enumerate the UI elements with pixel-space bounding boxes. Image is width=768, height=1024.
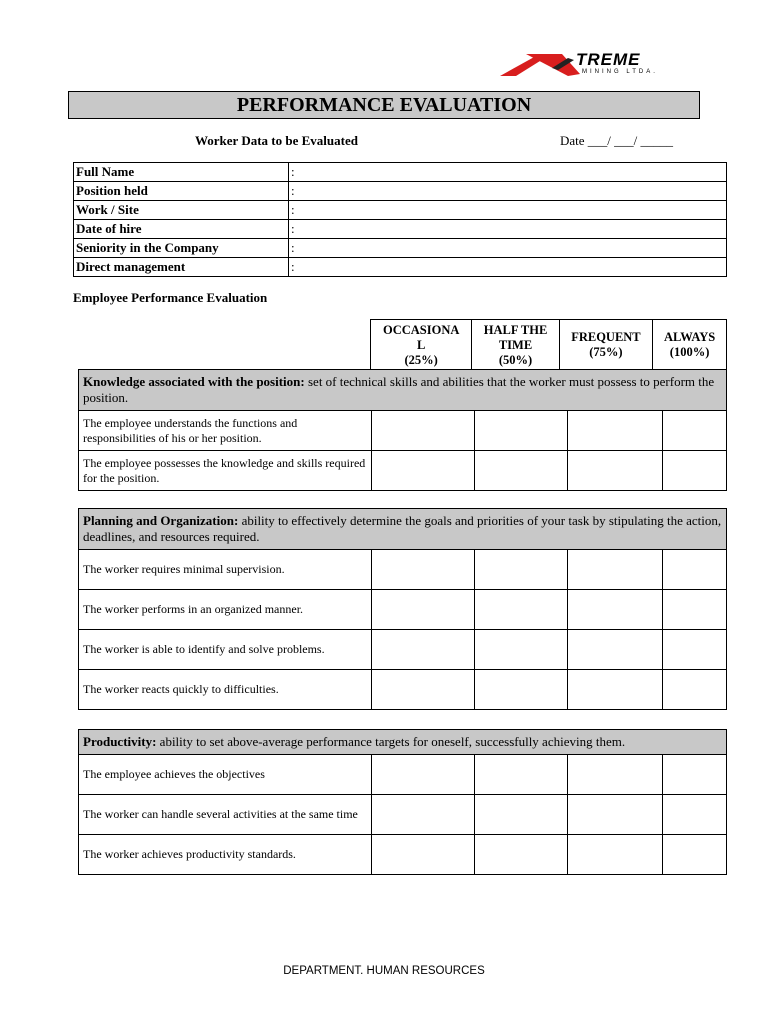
rating-cell[interactable] — [475, 670, 568, 710]
column-header-line: (75%) — [589, 345, 623, 359]
company-logo — [496, 50, 696, 80]
frequency-header-table — [370, 319, 727, 371]
rating-cell[interactable] — [475, 590, 568, 630]
section-heading — [79, 370, 727, 411]
worker-data-label: Direct management — [74, 258, 289, 277]
evaluation-criterion: The worker achieves productivity standards. — [79, 835, 372, 875]
section-heading-title: Planning and Organization: — [83, 513, 239, 528]
worker-data-row — [74, 163, 727, 182]
rating-cell[interactable] — [663, 670, 727, 710]
evaluation-section-table — [78, 369, 727, 491]
rating-cell[interactable] — [372, 795, 475, 835]
column-header-line: L — [417, 337, 426, 352]
evaluation-criterion: The employee achieves the objectives — [79, 755, 372, 795]
worker-data-row — [74, 239, 727, 258]
worker-data-row — [74, 201, 727, 220]
rating-cell[interactable] — [663, 795, 727, 835]
rating-cell[interactable] — [372, 590, 475, 630]
evaluation-row — [79, 835, 727, 875]
column-header-line: (100%) — [669, 345, 710, 359]
rating-cell[interactable] — [663, 451, 727, 491]
evaluation-row — [79, 755, 727, 795]
rating-cell[interactable] — [663, 755, 727, 795]
worker-data-value[interactable]: : — [289, 201, 727, 220]
rating-cell[interactable] — [372, 670, 475, 710]
section-heading-title: Productivity: — [83, 734, 157, 749]
evaluation-criterion: The worker performs in an organized manner. — [79, 590, 372, 630]
rating-cell[interactable] — [372, 835, 475, 875]
evaluation-row — [79, 670, 727, 710]
evaluation-criterion: The worker reacts quickly to difficulties. — [79, 670, 372, 710]
column-header-line: (25%) — [404, 352, 438, 367]
evaluation-row — [79, 550, 727, 590]
worker-data-row — [74, 220, 727, 239]
rating-cell[interactable] — [372, 755, 475, 795]
worker-data-label: Position held — [74, 182, 289, 201]
worker-data-row — [74, 258, 727, 277]
evaluation-row — [79, 451, 727, 491]
rating-cell[interactable] — [568, 835, 663, 875]
frequency-column-header — [559, 320, 653, 371]
worker-data-subtitle: Worker Data to be Evaluated — [195, 133, 358, 148]
rating-cell[interactable] — [568, 630, 663, 670]
rating-cell[interactable] — [475, 795, 568, 835]
rating-cell[interactable] — [568, 550, 663, 590]
evaluation-row — [79, 630, 727, 670]
page-title: PERFORMANCE EVALUATION — [68, 91, 700, 119]
evaluation-section-label: Employee Performance Evaluation — [73, 290, 268, 305]
evaluation-row — [79, 590, 727, 630]
rating-cell[interactable] — [663, 550, 727, 590]
rating-cell[interactable] — [372, 630, 475, 670]
column-header-line: OCCASIONA — [382, 322, 460, 337]
rating-cell[interactable] — [568, 590, 663, 630]
evaluation-section-table — [78, 729, 727, 875]
worker-data-value[interactable]: : — [289, 182, 727, 201]
worker-data-label: Full Name — [74, 163, 289, 182]
worker-data-value[interactable]: : — [289, 239, 727, 258]
evaluation-criterion: The worker requires minimal supervision. — [79, 550, 372, 590]
column-header-line: ALWAYS — [663, 330, 716, 344]
rating-cell[interactable] — [475, 451, 568, 491]
section-heading-description: ability to effectively determine the goals and priorities of your task by stipulating the action, deadlines, and resources required. — [83, 513, 722, 544]
column-header-line: TIME — [498, 337, 533, 352]
worker-data-value[interactable]: : — [289, 163, 727, 182]
rating-cell[interactable] — [475, 630, 568, 670]
footer-department: DEPARTMENT. HUMAN RESOURCES — [283, 965, 485, 977]
evaluation-criterion: The employee understands the functions and responsibilities of his or her position. — [79, 411, 372, 451]
column-header-line: (50%) — [498, 352, 533, 367]
section-heading — [79, 509, 727, 550]
worker-data-label: Work / Site — [74, 201, 289, 220]
rating-cell[interactable] — [475, 550, 568, 590]
rating-cell[interactable] — [568, 411, 663, 451]
rating-cell[interactable] — [568, 451, 663, 491]
column-header-line: HALF THE — [483, 322, 548, 337]
evaluation-criterion: The worker can handle several activities at the same time — [79, 795, 372, 835]
rating-cell[interactable] — [475, 411, 568, 451]
evaluation-section-table — [78, 508, 727, 710]
rating-cell[interactable] — [372, 550, 475, 590]
evaluation-row — [79, 411, 727, 451]
rating-cell[interactable] — [663, 411, 727, 451]
worker-data-label: Seniority in the Company — [74, 239, 289, 258]
evaluation-criterion: The employee possesses the knowledge and skills required for the position. — [79, 451, 372, 491]
rating-cell[interactable] — [568, 755, 663, 795]
worker-data-value[interactable]: : — [289, 220, 727, 239]
worker-data-row — [74, 182, 727, 201]
evaluation-criterion: The worker is able to identify and solve problems. — [79, 630, 372, 670]
rating-cell[interactable] — [663, 630, 727, 670]
frequency-column-header — [653, 320, 727, 371]
rating-cell[interactable] — [663, 835, 727, 875]
section-heading-description: ability to set above-average performance targets for oneself, successfully achieving them. — [156, 734, 626, 749]
column-header-line: FREQUENT — [571, 330, 641, 344]
rating-cell[interactable] — [475, 755, 568, 795]
logo-subtext: MINING LTDA. — [582, 69, 658, 75]
rating-cell[interactable] — [568, 670, 663, 710]
frequency-column-header — [371, 320, 472, 371]
evaluation-row — [79, 795, 727, 835]
worker-data-table — [73, 162, 727, 277]
section-heading-title: Knowledge associated with the position: — [83, 374, 305, 389]
rating-cell[interactable] — [475, 835, 568, 875]
section-heading — [79, 730, 727, 755]
rating-cell[interactable] — [372, 411, 475, 451]
frequency-column-header — [472, 320, 559, 371]
rating-cell[interactable] — [663, 590, 727, 630]
rating-cell[interactable] — [568, 795, 663, 835]
section-heading-description: set of technical skills and abilities that the worker must possess to perform the position. — [83, 374, 715, 405]
logo-text: TREME — [576, 50, 641, 69]
worker-data-value[interactable]: : — [289, 258, 727, 277]
worker-data-label: Date of hire — [74, 220, 289, 239]
date-field[interactable]: Date ___/ ___/ _____ — [560, 133, 674, 148]
rating-cell[interactable] — [372, 451, 475, 491]
